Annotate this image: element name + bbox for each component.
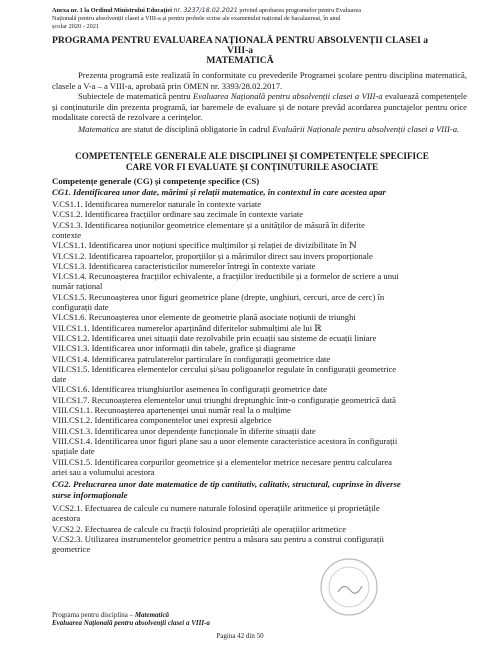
section-heading-line-2: CARE VOR FI EVALUATE ȘI CONȚINUTURILE ASOCIATE	[125, 161, 379, 172]
list-item: VIII.CS1.1. Recunoașterea apartenenței unui număr real la o mulțime	[52, 405, 291, 415]
list-item: VII.CS1.5. Identificarea elementelor cercului și/sau poligoanelor regulate în configurații geometrice	[52, 363, 397, 374]
annex-line-2: Națională pentru absolvenții clasei a VIII-a și pentru probele scrise ale examenului național de bacalaureat, în anul	[52, 15, 341, 22]
list-item: V.CS1.2. Identificarea fracțiilor ordinare sau zecimale în contexte variate	[52, 209, 304, 220]
cg1-heading: CG1. Identificarea unor date, mărimi și relații matematice, în contextul în care acestea apar	[52, 187, 386, 197]
intro-paragraph-1: Prezenta programă este realizată în conformitate cu prevederile Programei școlare pentru disciplina matematică, clasele a V-a – a VIII-a, aprobată prin OMEN nr. 3393/28.02.2017.	[52, 70, 467, 91]
intro-paragraph-3: Matematica are statut de disciplină obligatorie în cadrul Evaluării Naționale pentru absolvenții clasei a VIII-a.	[78, 124, 460, 134]
list-item: VII.CS1.6. Identificarea triunghiurilor asemenea în configurații geometrice date	[52, 384, 327, 395]
page-title	[30, 36, 450, 66]
intro-paragraph-2: Subiectele de matematică pentru Evaluarea Națională pentru absolvenții clasei a VIII-a evaluează competențele și conținuturile din prezenta programă, iar baremele de evaluare și de notare prevăd acordarea punctajelor pentru orice modalitate corectă de rezolvare a cerințelor.	[52, 91, 467, 123]
list-item: spațiale date	[52, 446, 95, 457]
cg2-heading: CG2. Prelucrarea unor date matematice de tip cantitativ, calitativ, structural, cuprinse în diverse surse informaționale	[52, 479, 401, 500]
official-stamp-image	[318, 556, 380, 618]
list-item: acestora	[52, 513, 81, 524]
annex-rest: privind aprobarea programelor pentru Evaluarea	[239, 7, 362, 14]
title-line-1: PROGRAMA PENTRU EVALUAREA NAȚIONALĂ PENTRU ABSOLVENȚII CLASEI a	[51, 35, 429, 46]
list-item: VIII.CS1.2. Identificarea componentelor unei expresii algebrice	[52, 415, 272, 426]
list-item: VII.CS1.4. Identificarea patrulaterelor particulare în configurații geometrice date	[52, 353, 331, 364]
list-item: VI.CS1.1. Identificarea unor noțiuni specifice mulțimilor și relației de divizibilitate în ℕ	[52, 240, 357, 251]
list-item: VI.CS1.2. Identificarea rapoartelor, proporțiilor și a mărimilor direct sau invers proporționale	[52, 250, 373, 261]
list-item: VII.CS1.2. Identificarea unei situații date rezolvabile prin ecuații sau sisteme de ecuații liniare	[52, 332, 377, 343]
list-item: VIII.CS1.4. Identificarea unor figuri plane sau a unor elemente caracteristice acestora în configurații	[52, 435, 398, 446]
footer-line-1: Programa pentru disciplina – Matematică	[52, 611, 170, 619]
list-item: VI.CS1.6. Recunoașterea unor elemente de geometrie plană asociate noțiunii de triunghi	[52, 312, 356, 323]
footer	[52, 611, 210, 628]
list-item: VII.CS1.3. Identificarea unor informații din tabele, grafice și diagrame	[52, 343, 296, 354]
section-heading	[52, 151, 452, 172]
list-item: VII.CS1.7. Recunoașterea elementelor unui triunghi dreptunghic într-o configurație geometrică dată	[52, 394, 396, 405]
list-item: V.CS2.3. Utilizarea instrumentelor geometrice pentru a măsura sau pentru a construi configurații	[52, 533, 385, 544]
list-item: configurații date	[52, 302, 109, 312]
list-item: VIII.CS1.3. Identificarea unor dependențe funcționale în diferite situații date	[52, 425, 316, 436]
list-item: VI.CS1.5. Recunoașterea unor figuri geometrice plane (drepte, unghiuri, cercuri, arce de cerc) în	[52, 291, 385, 302]
title-line-2: VIII-a	[226, 45, 254, 56]
footer-line-2: Evaluarea Națională pentru absolvenții clasei a VIII-a	[52, 619, 210, 628]
list-item: VI.CS1.3. Identificarea caracteristicilor numerelor întregi în contexte variate	[52, 260, 316, 271]
list-item: VII.CS1.1. Identificarea numerelor aparținând diferitelor submulțimi ale lui ℝ	[52, 322, 322, 333]
page-number: Pagina 42 din 50	[216, 632, 264, 640]
list-item: V.CS2.2. Efectuarea de calcule cu fracții folosind proprietăți ale operațiilor aritmetice	[52, 523, 347, 534]
annex-header	[52, 7, 472, 31]
list-item: date	[52, 374, 67, 385]
list-item: VI.CS1.4. Recunoașterea fracțiilor echivalente, a fracțiilor ireductibile și a formelor de scriere a unui	[52, 271, 399, 282]
title-line-3: MATEMATICĂ	[206, 55, 274, 66]
list-item: număr rațional	[52, 281, 103, 292]
section-heading-line-1: COMPETENȚELE GENERALE ALE DISCIPLINEI ȘI COMPETENȚELE SPECIFICE	[75, 151, 429, 161]
list-item: VIII.CS1.5. Identificarea corpurilor geometrice și a elementelor metrice necesare pentru calcularea	[52, 456, 392, 467]
list-item: contexte	[52, 229, 82, 240]
list-item: V.CS2.1. Efectuarea de calcule cu numere naturale folosind operațiile aritmetice și proprietățile	[52, 503, 380, 513]
cg-heading: Competențe generale (CG) și competențe specifice (CS)	[52, 176, 260, 186]
handwritten-order-number: nr. 3237/18.02.2021	[173, 7, 238, 14]
list-item: V.CS1.1. Identificarea numerelor naturale în contexte variate	[52, 199, 262, 209]
list-item: geometrice	[52, 544, 91, 555]
list-item: ariei sau a volumului acestora	[52, 466, 155, 477]
annex-prefix: Anexa nr. 1 la Ordinul Ministrului Educației	[52, 7, 172, 14]
annex-line-3: școlar 2020 - 2021	[52, 23, 100, 30]
list-item: V.CS1.3. Identificarea noțiunilor geometrice elementare și a unităților de măsură în diferite	[52, 219, 365, 230]
